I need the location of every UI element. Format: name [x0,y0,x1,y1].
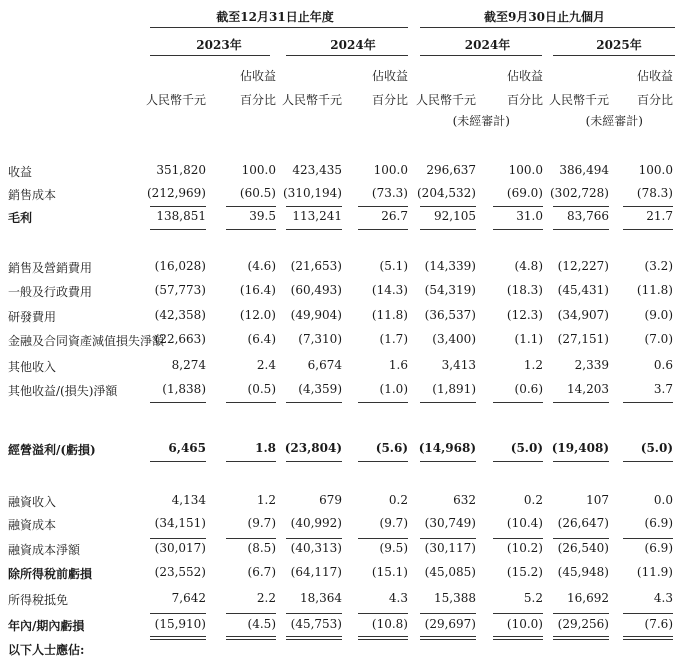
table-cell: (1.7) [379,332,408,346]
table-cell: (3,400) [432,332,476,346]
table-cell: (10.0) [506,617,543,631]
underline [286,402,342,403]
table-cell: 1.2 [523,358,543,372]
double-underline [286,636,342,640]
unaudited-note: (未經審計) [452,114,510,128]
table-cell: (78.3) [636,186,673,200]
table-cell: (12.0) [239,308,276,322]
table-cell: (11.9) [636,565,673,579]
table-cell: (23,804) [284,441,342,455]
underline [226,538,276,539]
table-cell: (10.8) [371,617,408,631]
row-label: 融資成本淨額 [8,543,81,557]
period-header-nine-months: 截至9月30日止九個月 [483,10,606,24]
table-cell: (6.9) [644,541,673,555]
row-label: 其他收入 [8,360,57,374]
table-cell: 2,339 [574,358,609,372]
underline [553,461,609,462]
table-cell: (9.7) [379,516,408,530]
underline [226,613,276,614]
column-header: 人民幣千元 [415,93,476,107]
table-cell: (26,540) [557,541,609,555]
table-cell: 39.5 [249,209,276,223]
table-cell: (26,647) [557,516,609,530]
table-cell: 18,364 [300,591,342,605]
table-cell: 8,274 [171,358,206,372]
underline [623,461,673,462]
table-cell: 4.3 [653,591,673,605]
underline [493,229,543,230]
table-cell: (212,969) [147,186,206,200]
table-cell: (16,028) [154,259,206,273]
table-cell: (0.6) [514,382,543,396]
underline [226,402,276,403]
underline [150,538,206,539]
column-header: 人民幣千元 [281,93,342,107]
table-cell: 31.0 [516,209,543,223]
table-cell: (40,313) [290,541,342,555]
table-cell: 351,820 [156,163,206,177]
unaudited-note: (未經審計) [585,114,643,128]
table-cell: 0.6 [653,358,673,372]
table-cell: 100.0 [508,163,543,177]
underline [493,402,543,403]
table-cell: (60,493) [290,283,342,297]
underline [286,55,408,56]
underline [553,229,609,230]
underline [420,613,476,614]
table-cell: (69.0) [506,186,543,200]
double-underline [493,636,543,640]
year-header: 2025年 [596,38,642,52]
table-cell: (4.6) [247,259,276,273]
row-label: 銷售成本 [8,188,57,202]
column-header: 佔收益 百分比 [371,69,408,107]
underline [493,461,543,462]
double-underline [358,636,408,640]
table-cell: (12,227) [557,259,609,273]
column-header: 人民幣千元 [145,93,206,107]
table-cell: (14,339) [424,259,476,273]
table-cell: 6,465 [168,441,206,455]
table-cell: 296,637 [426,163,476,177]
table-cell: (36,537) [424,308,476,322]
year-header: 2024年 [464,38,511,52]
underline [553,55,675,56]
table-cell: (14,968) [418,441,476,455]
row-label: 銷售及營銷費用 [8,261,93,275]
table-cell: (4.8) [514,259,543,273]
table-cell: 5.2 [523,591,543,605]
table-cell: (10.2) [506,541,543,555]
underline [623,229,673,230]
double-underline [226,636,276,640]
row-label: 研發費用 [8,310,57,324]
table-cell: 679 [319,493,342,507]
table-cell: (15,910) [154,617,206,631]
table-cell: (6.4) [247,332,276,346]
underline [150,402,206,403]
underline [420,538,476,539]
underline [420,55,542,56]
underline [286,229,342,230]
table-cell: (4,359) [298,382,342,396]
underline [623,402,673,403]
row-label: 年內/期內虧損 [8,619,85,633]
underline [226,461,276,462]
table-cell: (4.5) [247,617,276,631]
underline [358,538,408,539]
table-cell: 100.0 [241,163,276,177]
underline [420,402,476,403]
underline [623,538,673,539]
table-cell: (23,552) [154,565,206,579]
table-cell: (5.6) [375,441,408,455]
table-cell: 16,692 [567,591,609,605]
table-cell: (16.4) [239,283,276,297]
column-header: 佔收益 百分比 [506,69,543,107]
table-cell: (30,749) [424,516,476,530]
table-cell: (60.5) [239,186,276,200]
table-cell: (49,904) [290,308,342,322]
underline [358,402,408,403]
table-cell: (45,431) [557,283,609,297]
underline [358,229,408,230]
table-cell: 138,851 [156,209,206,223]
table-cell: (7.0) [644,332,673,346]
table-cell: (7.6) [644,617,673,631]
row-label: 收益 [8,165,33,179]
table-cell: (30,017) [154,541,206,555]
underline [286,538,342,539]
column-header: 人民幣千元 [548,93,609,107]
table-cell: 3,413 [441,358,476,372]
row-label: 金融及合同資產減值損失淨額 [8,334,165,348]
table-cell: 0.2 [523,493,543,507]
row-label: 一般及行政費用 [8,285,93,299]
table-cell: 92,105 [434,209,476,223]
table-cell: (1.1) [514,332,543,346]
table-cell: 2.2 [256,591,276,605]
table-cell: 100.0 [638,163,673,177]
underline [358,613,408,614]
underline [493,206,543,207]
table-cell: 100.0 [373,163,408,177]
table-cell: (9.0) [644,308,673,322]
table-cell: (5.0) [510,441,543,455]
table-cell: 0.0 [653,493,673,507]
year-header: 2023年 [196,38,242,52]
period-header-annual: 截至12月31日止年度 [216,10,334,24]
table-cell: 113,241 [292,209,342,223]
table-cell: (5.0) [640,441,673,455]
underline [358,461,408,462]
table-cell: 4.3 [388,591,408,605]
table-cell: 386,494 [559,163,609,177]
table-cell: (57,773) [154,283,206,297]
table-cell: 1.6 [388,358,408,372]
double-underline [150,636,206,640]
table-cell: (14.3) [371,283,408,297]
table-cell: (1,891) [432,382,476,396]
table-cell: (10.4) [506,516,543,530]
underline [623,206,673,207]
column-header: 佔收益 百分比 [239,69,276,107]
table-cell: 3.7 [653,382,673,396]
underline [623,613,673,614]
table-cell: (42,358) [154,308,206,322]
underline [286,461,342,462]
table-cell: (73.3) [371,186,408,200]
underline [150,461,206,462]
table-cell: 2.4 [256,358,276,372]
double-underline [553,636,609,640]
year-header: 2024年 [330,38,376,52]
row-label: 融資收入 [8,495,57,509]
table-cell: (45,085) [424,565,476,579]
underline [420,461,476,462]
underline [150,206,206,207]
table-cell: (9.5) [379,541,408,555]
table-cell: 15,388 [434,591,476,605]
table-cell: (204,532) [417,186,476,200]
underline [358,206,408,207]
table-cell: (27,151) [557,332,609,346]
table-cell: (7,310) [298,332,342,346]
table-cell: (3.2) [644,259,673,273]
table-cell: (29,256) [557,617,609,631]
underline [553,206,609,207]
underline [150,229,206,230]
underline [493,613,543,614]
table-cell: (64,117) [290,565,342,579]
table-cell: (30,117) [424,541,476,555]
table-cell: 26.7 [381,209,408,223]
underline [493,538,543,539]
table-cell: (19,408) [551,441,609,455]
table-cell: (0.5) [247,382,276,396]
row-label: 其他收益/(損失)淨額 [8,384,118,398]
underline [150,27,408,28]
table-cell: 0.2 [388,493,408,507]
row-label: 經營溢利/(虧損) [8,443,96,457]
underline [226,206,276,207]
table-cell: (11.8) [636,283,673,297]
table-cell: 6,674 [307,358,342,372]
table-cell: 423,435 [292,163,342,177]
double-underline [420,636,476,640]
row-label: 毛利 [8,211,33,225]
underline [286,613,342,614]
table-cell: (310,194) [283,186,342,200]
row-label: 除所得稅前虧損 [8,567,93,581]
row-label: 以下人士應佔: [8,643,85,657]
row-label: 融資成本 [8,518,57,532]
table-cell: 4,134 [171,493,206,507]
table-cell: (15.1) [371,565,408,579]
table-cell: (34,907) [557,308,609,322]
table-cell: (18.3) [506,283,543,297]
table-cell: (12.3) [506,308,543,322]
table-cell: (15.2) [506,565,543,579]
table-cell: (1,838) [162,382,206,396]
table-cell: (302,728) [550,186,609,200]
underline [420,206,476,207]
underline [150,55,270,56]
underline [553,538,609,539]
table-cell: (9.7) [247,516,276,530]
double-underline [623,636,673,640]
table-cell: 7,642 [171,591,206,605]
table-cell: (5.1) [379,259,408,273]
table-cell: 14,203 [567,382,609,396]
table-cell: (21,653) [290,259,342,273]
table-cell: 1.2 [256,493,276,507]
table-cell: (54,319) [424,283,476,297]
table-cell: (6.7) [247,565,276,579]
table-cell: (34,151) [154,516,206,530]
underline [226,229,276,230]
table-cell: (6.9) [644,516,673,530]
table-cell: (45,948) [557,565,609,579]
table-cell: 21.7 [646,209,673,223]
table-cell: (11.8) [371,308,408,322]
table-cell: 83,766 [567,209,609,223]
row-label: 所得稅抵免 [8,593,69,607]
underline [553,402,609,403]
table-cell: (8.5) [247,541,276,555]
table-cell: (40,992) [290,516,342,530]
table-cell: 632 [453,493,476,507]
table-cell: 1.8 [255,441,276,455]
underline [150,613,206,614]
table-cell: (22,663) [154,332,206,346]
underline [553,613,609,614]
table-cell: 107 [586,493,609,507]
table-cell: (1.0) [379,382,408,396]
underline [286,206,342,207]
table-cell: (29,697) [424,617,476,631]
underline [420,27,675,28]
column-header: 佔收益 百分比 [636,69,673,107]
table-cell: (45,753) [290,617,342,631]
underline [420,229,476,230]
